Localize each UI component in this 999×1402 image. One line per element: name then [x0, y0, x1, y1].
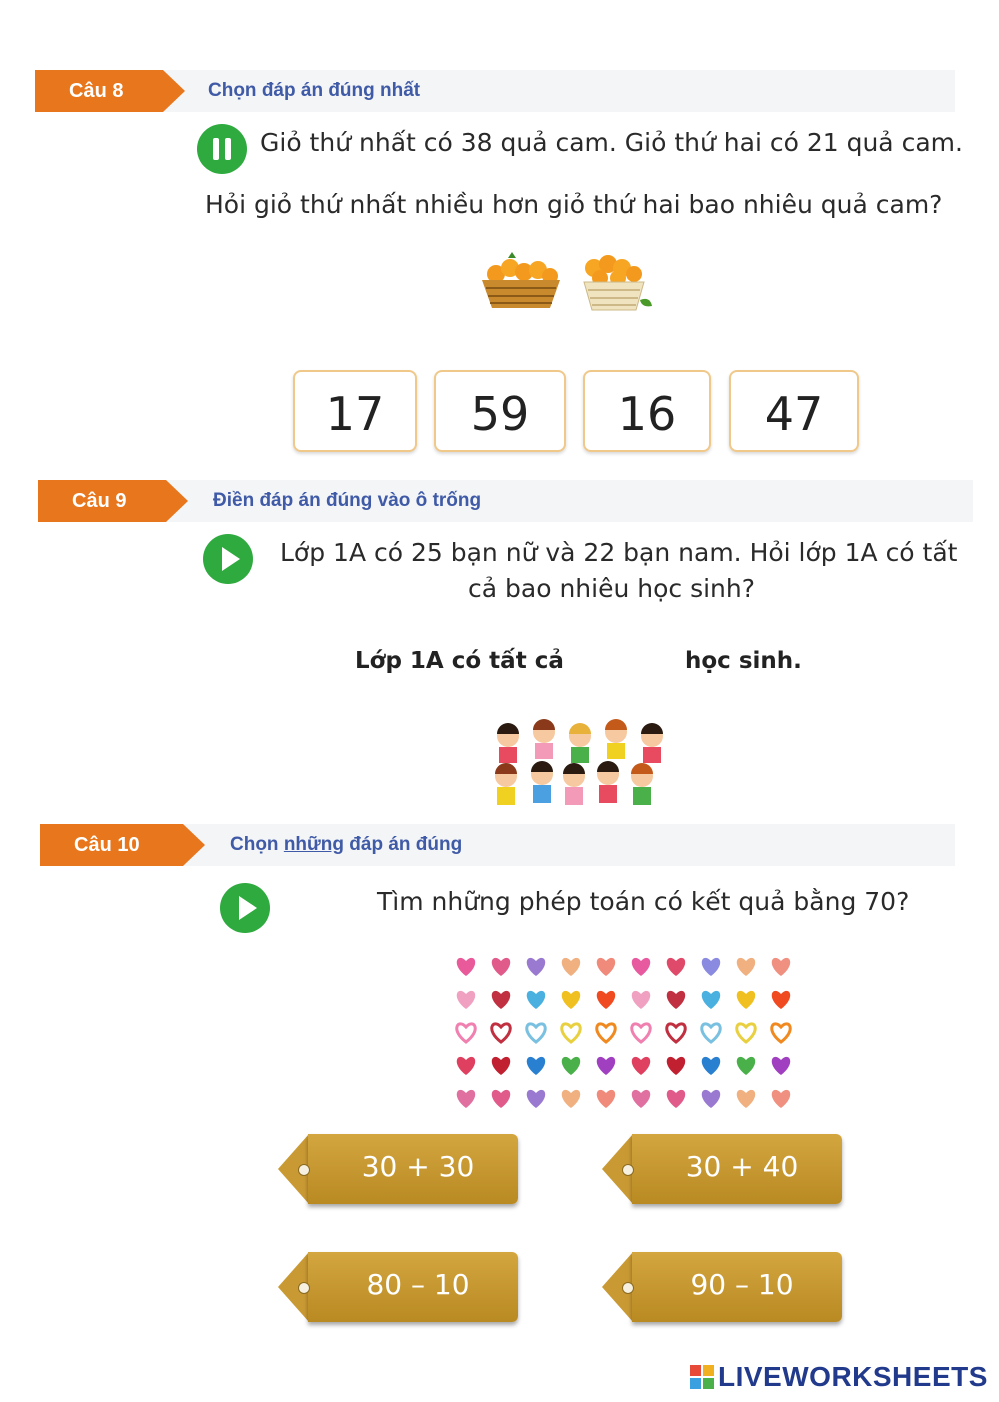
heart-icon — [632, 1090, 650, 1108]
heart-icon — [667, 1090, 685, 1108]
heart-icon — [562, 1090, 580, 1108]
tag-hole-icon — [298, 1282, 310, 1294]
q10-option-3-label: 80 – 10 — [366, 1268, 470, 1301]
heart-icon — [667, 1024, 685, 1042]
kid-row-front — [495, 761, 653, 805]
q10-option-4[interactable] — [602, 1252, 842, 1322]
q10-play-button[interactable] — [220, 883, 270, 933]
heart-icon — [492, 1090, 510, 1108]
q9-tag: Câu 9 — [38, 480, 166, 522]
q8-instruction: Chọn đáp án đúng nhất — [208, 80, 421, 101]
q9-answer-input[interactable] — [565, 644, 681, 680]
basket-right-icon — [584, 255, 652, 310]
heart-icon — [772, 1090, 790, 1108]
liveworksheets-logo-icon — [690, 1365, 714, 1389]
q8-choice-3[interactable]: 16 — [583, 370, 711, 452]
kid-row-back — [497, 719, 663, 763]
tag-hole-icon — [622, 1282, 634, 1294]
q8-choice-2[interactable]: 59 — [434, 370, 566, 452]
orange-baskets-image — [478, 248, 658, 318]
heart-icon — [597, 991, 615, 1009]
q10-instruction — [230, 824, 462, 866]
q8-question-line2: Hỏi giỏ thứ nhất nhiều hơn giỏ thứ hai bao nhiêu quả cam? — [205, 190, 943, 219]
heart-icon — [527, 1057, 545, 1075]
tag-hole-icon — [622, 1164, 634, 1176]
heart-icon — [737, 1024, 755, 1042]
heart-icon — [667, 1057, 685, 1075]
q10-option-1[interactable] — [278, 1134, 518, 1204]
q10-option-1-label: 30 + 30 — [361, 1150, 475, 1183]
q9-instruction: Điền đáp án đúng vào ô trống — [213, 490, 482, 511]
q10-instruction-underlined: những — [283, 834, 345, 855]
heart-icon — [457, 1057, 475, 1075]
q10-question: Tìm những phép toán có kết quả bằng 70? — [377, 887, 910, 916]
tag-hole-icon — [298, 1164, 310, 1176]
q8-choice-1[interactable]: 17 — [293, 370, 417, 452]
heart-icon — [702, 991, 720, 1009]
heart-icon — [632, 1057, 650, 1075]
heart-icon — [772, 1057, 790, 1075]
q8-question-line1: Giỏ thứ nhất có 38 quả cam. Giỏ thứ hai có 21 quả cam. — [260, 128, 963, 157]
heart-icon — [457, 958, 475, 976]
q8-tag: Câu 8 — [35, 70, 163, 112]
heart-icon — [702, 1024, 720, 1042]
heart-icon — [737, 1090, 755, 1108]
heart-icon — [492, 1057, 510, 1075]
q10-option-3[interactable] — [278, 1252, 518, 1322]
heart-icon — [597, 1024, 615, 1042]
heart-icon — [702, 1090, 720, 1108]
q10-option-2-label: 30 + 40 — [685, 1150, 799, 1183]
q10-instruction-pre: Chọn — [230, 834, 284, 855]
q9-play-button[interactable] — [203, 534, 253, 584]
heart-icon — [527, 991, 545, 1009]
heart-icon — [667, 958, 685, 976]
heart-icon — [492, 991, 510, 1009]
q10-option-2[interactable] — [602, 1134, 842, 1204]
heart-icon — [737, 958, 755, 976]
heart-icon — [457, 1090, 475, 1108]
heart-icon — [737, 1057, 755, 1075]
q8-pause-button[interactable] — [197, 124, 247, 174]
heart-icon — [562, 1024, 580, 1042]
heart-icon — [632, 1024, 650, 1042]
heart-icon — [457, 1024, 475, 1042]
heart-icon — [772, 1024, 790, 1042]
q10-tag: Câu 10 — [40, 824, 183, 866]
heart-icon — [527, 1024, 545, 1042]
heart-icon — [667, 991, 685, 1009]
liveworksheets-logo-text: LIVEWORKSHEETS — [718, 1361, 988, 1392]
q9-answer-suffix: học sinh. — [685, 648, 802, 674]
q9-question-line2: cả bao nhiêu học sinh? — [468, 574, 756, 603]
play-icon — [222, 547, 240, 571]
q9-answer-prefix: Lớp 1A có tất cả — [355, 648, 564, 674]
heart-icon — [737, 991, 755, 1009]
heart-icon — [527, 958, 545, 976]
heart-icon — [597, 958, 615, 976]
q9-question-line1: Lớp 1A có 25 bạn nữ và 22 bạn nam. Hỏi lớp 1A có tất — [280, 538, 958, 567]
q8-choice-4[interactable]: 47 — [729, 370, 859, 452]
q10-instruction-post: đáp án đúng — [344, 834, 463, 855]
heart-icon — [702, 958, 720, 976]
pause-icon — [213, 138, 219, 160]
heart-icon — [632, 991, 650, 1009]
children-illustration — [486, 714, 676, 818]
heart-icon — [562, 1057, 580, 1075]
heart-icon — [772, 991, 790, 1009]
q10-option-4-label: 90 – 10 — [690, 1268, 794, 1301]
heart-icon — [597, 1090, 615, 1108]
heart-icon — [527, 1090, 545, 1108]
heart-icon — [562, 991, 580, 1009]
basket-left-icon — [482, 252, 560, 308]
heart-icon — [632, 958, 650, 976]
heart-icon — [772, 958, 790, 976]
play-icon — [239, 896, 257, 920]
pause-icon-bar — [225, 138, 231, 160]
heart-icon — [492, 1024, 510, 1042]
heart-icon — [457, 991, 475, 1009]
heart-icon — [702, 1057, 720, 1075]
heart-icon — [597, 1057, 615, 1075]
heart-icon — [562, 958, 580, 976]
hearts-grid-image — [448, 950, 808, 1112]
heart-icon — [492, 958, 510, 976]
